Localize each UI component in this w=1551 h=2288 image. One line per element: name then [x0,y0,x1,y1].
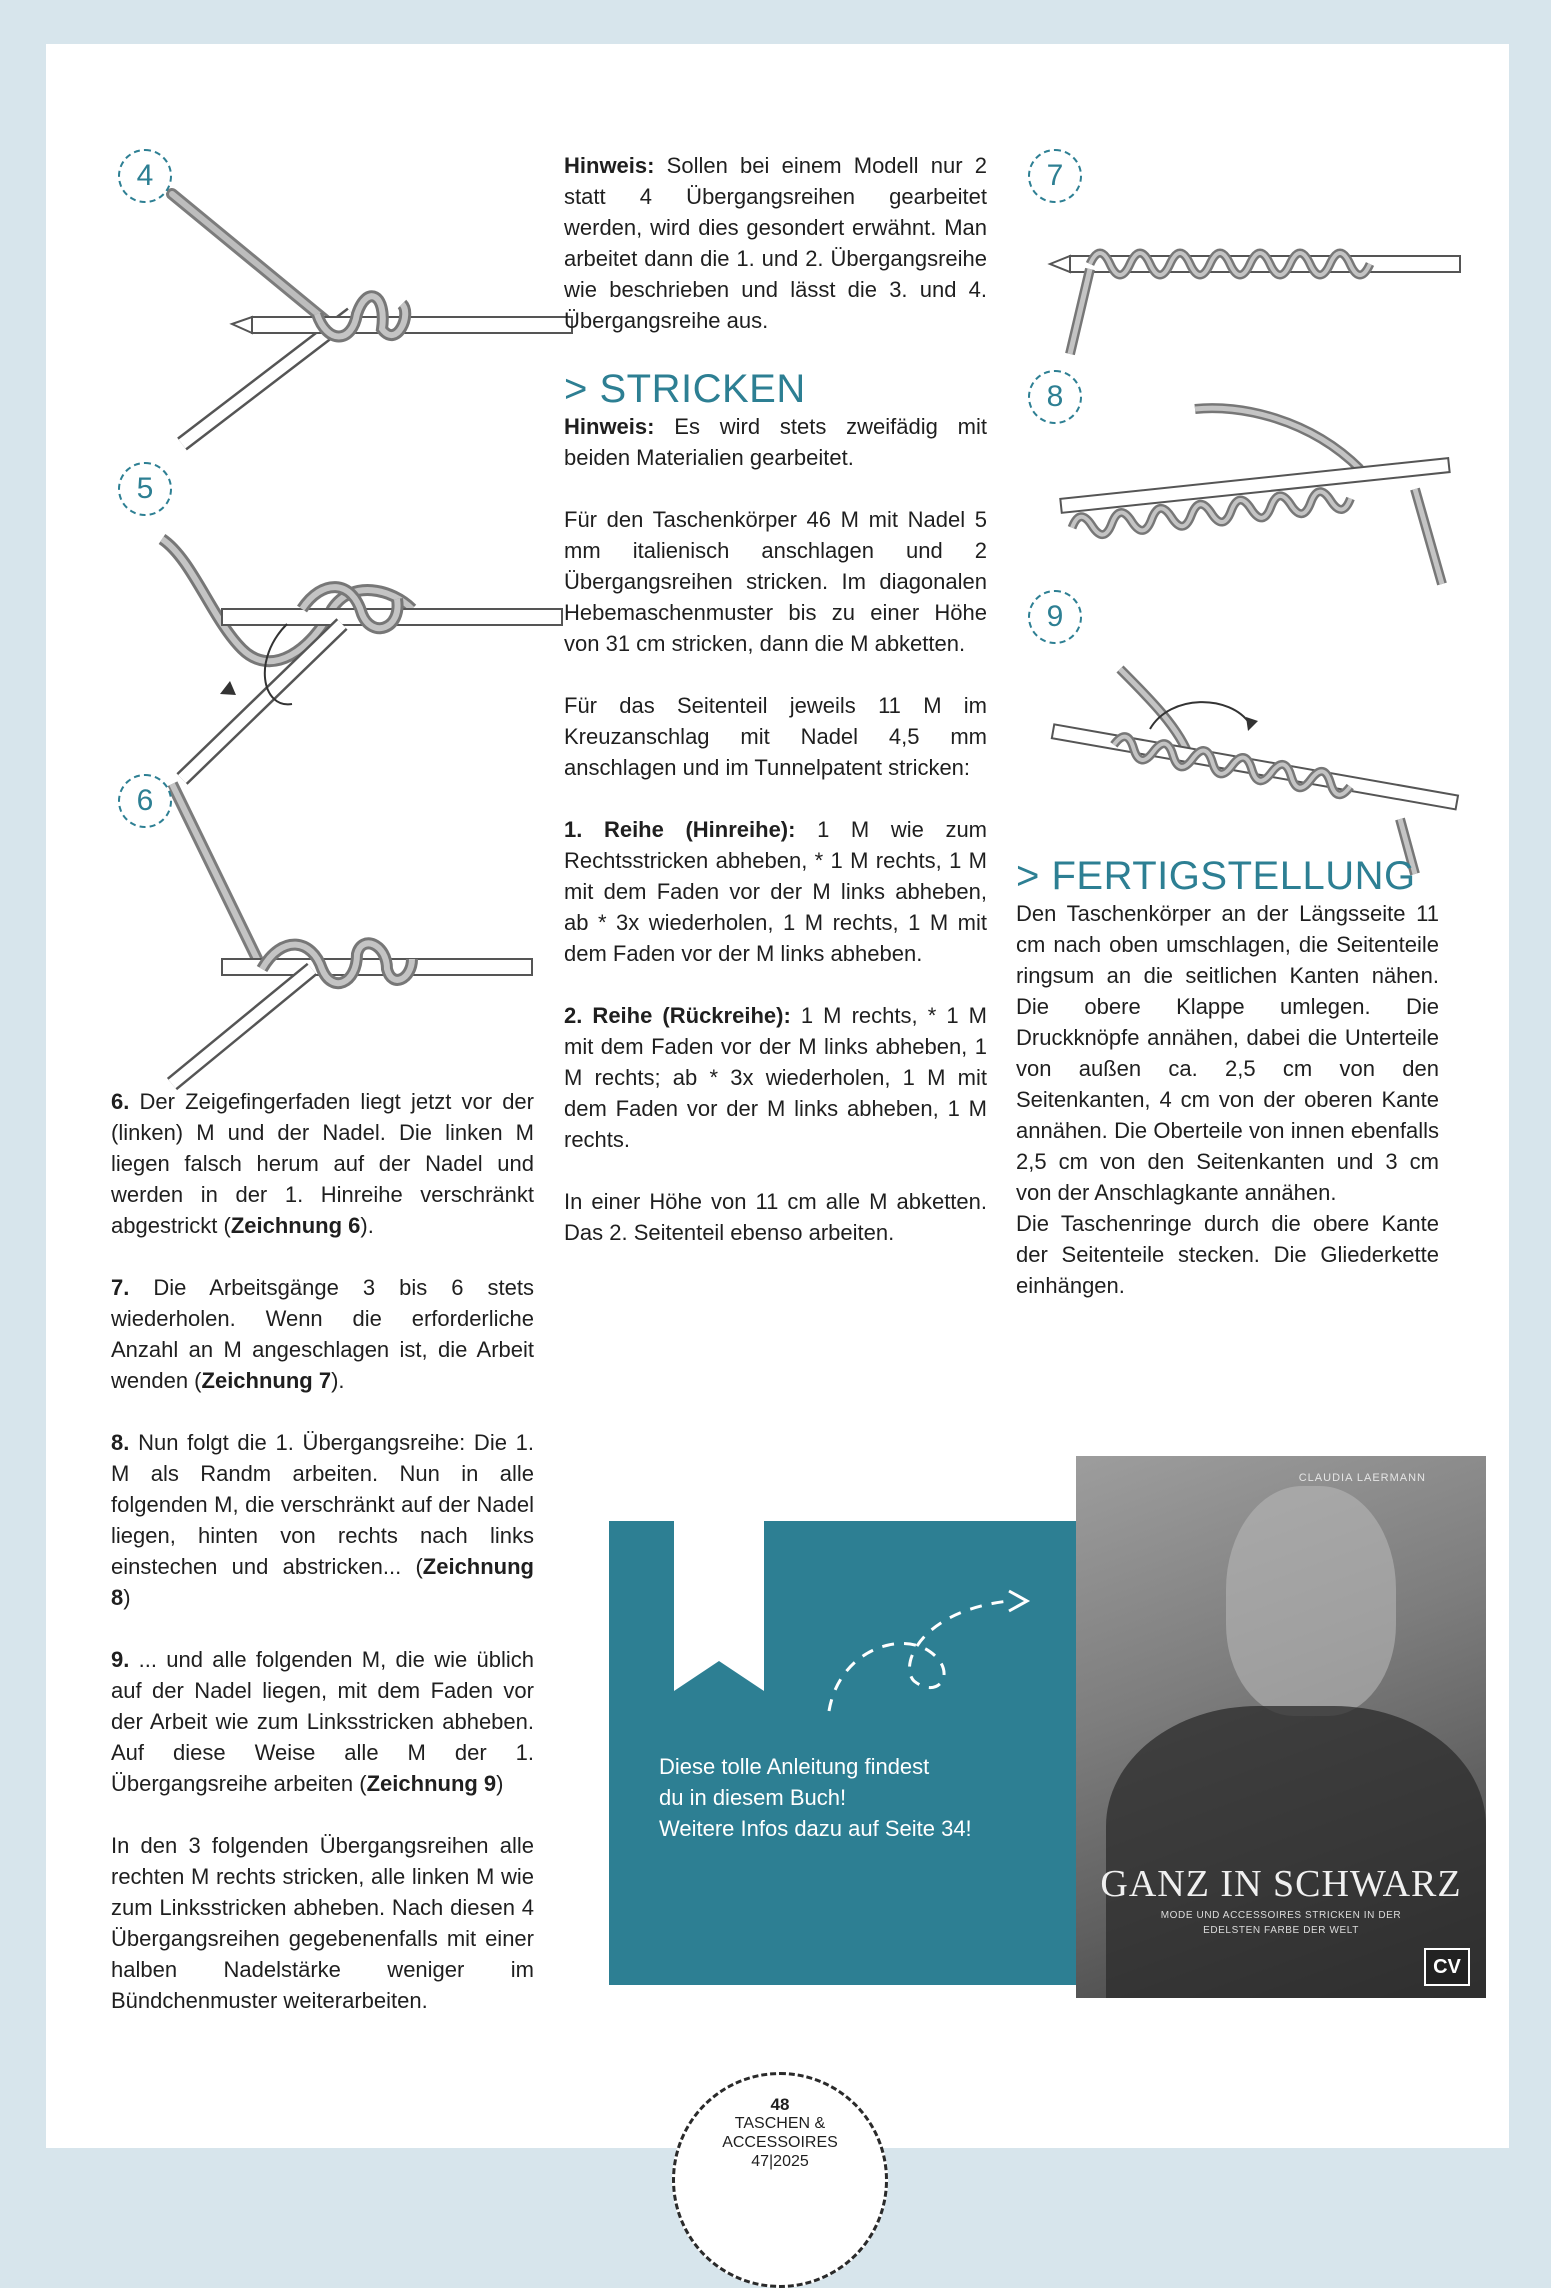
row-2-instructions: 2. Reihe (Rückreihe): 1 M rechts, * 1 M mit dem Faden vor der M links abheben, 1 M rechts; ab * 3x wiederholen, 1 M mit dem Faden vor der M links abheben, 1 M rechts. [564,1003,987,1152]
figure-badge-8: 8 [1028,370,1082,424]
magazine-name-line1: TASCHEN & [734,2115,826,2132]
drawing-5 [112,469,582,789]
publisher-logo: CV [1424,1948,1470,1986]
book-title: GANZ IN SCHWARZ [1100,1863,1462,1905]
figure-badge-4: 4 [118,149,172,203]
section-heading-fertigstellung: > FERTIGSTELLUNG [1016,854,1416,898]
body-paragraph-1: Für den Taschenkörper 46 M mit Nadel 5 mm italienisch anschlagen und 2 Übergangsreihen stricken. Im diagonalen Hebemaschenmuster bis zu einer Höhe von 31 cm stricken, dann die M abketten. [564,507,987,656]
book-author: CLAUDIA LAERMANN [1298,1472,1426,1484]
step-7-paragraph: 7. Die Arbeitsgänge 3 bis 6 stets wiederholen. Wenn die erforderliche Anzahl an M angeschlagen ist, die Arbeit wenden (Zeichnung 7). [111,1275,534,1393]
page-number-badge [672,2072,888,2288]
issue-number: 47|2025 [751,2153,809,2170]
drawing-8 [1030,359,1470,589]
magazine-name-line2: ACCESSOIRES [722,2134,838,2151]
drawing-9 [1030,619,1470,879]
body-paragraph-2: Für das Seitenteil jeweils 11 M im Kreuzanschlag mit Nadel 4,5 mm anschlagen und im Tunnelpatent stricken: [564,693,987,780]
section-heading-stricken: > STRICKEN [564,367,806,411]
drawing-7 [1030,184,1470,364]
step-6-paragraph: 6. Der Zeigefingerfaden liegt jetzt vor der (linken) M und der Nadel. Die linken M liegen falsch herum auf der Nadel und werden in der 1. Hinreihe verschränkt abgestrickt (Zeichnung 6). [111,1089,534,1238]
bookmark-icon [674,1521,764,1691]
figure-badge-6: 6 [118,774,172,828]
row-1-instructions: 1. Reihe (Hinreihe): 1 M wie zum Rechtsstricken abheben, * 1 M rechts, 1 M mit dem Faden vor der M links abheben, ab * 3x wiederholen, 1 M rechts, 1 M mit dem Faden vor der M links abheben. [564,817,987,966]
page-number: 48 [770,2095,790,2114]
promo-text: Diese tolle Anleitung findest du in diesem Buch! Weitere Infos dazu auf Seite 34! [659,1754,972,1841]
middle-column [564,150,987,1248]
note-two-strands: Hinweis: Es wird stets zweifädig mit beiden Materialien gearbeitet. [564,414,987,470]
dashed-arrow-icon [819,1571,1049,1721]
cover-photo-face [1226,1486,1396,1716]
figure-badge-9: 9 [1028,590,1082,644]
final-paragraph: In den 3 folgenden Übergangsreihen alle rechten M rechts stricken, alle linken M wie zum Linksstricken abheben. Nach diesen 4 Übergangsreihen gegebenenfalls mit einer halben Nadelstärke weniger im Bündchenmuster weiterarbeiten. [111,1833,534,2013]
step-8-paragraph: 8. Nun folgt die 1. Übergangsreihe: Die 1. M als Randm arbeiten. Nun in alle folgenden M, die verschränkt auf der Nadel liegen, hinten von rechts nach links einstechen und abstricken... (Zeichnung 8) [111,1430,534,1610]
figure-badge-7: 7 [1028,149,1082,203]
book-cover[interactable] [1076,1456,1486,1998]
magazine-page [46,44,1509,2148]
book-promo-box [609,1521,1089,1985]
note-transition-rows: Hinweis: Sollen bei einem Modell nur 2 statt 4 Übergangsreihen gearbeitet werden, wird dies gesondert erwähnt. Man arbeitet dann die 1. und 2. Übergangsreihe wie beschrieben und lässt die 3. und 4. Übergangsreihe aus. [564,153,987,333]
drawing-6 [112,764,582,1094]
figure-badge-5: 5 [118,462,172,516]
drawing-4 [112,144,582,464]
left-column [111,1086,534,2016]
finishing-paragraph-1: Den Taschenkörper an der Längsseite 11 cm nach oben umschlagen, die Seitenteile ringsum an die seitlichen Kanten nähen. Die obere Klappe umlegen. Die Druckknöpfe annähen, dabei die Unterteile von außen ca. 2,5 cm von den Seitenkanten, 4 cm von der oberen Kante annähen. Die Oberteile von innen ebenfalls 2,5 cm von den Seitenkanten und 3 cm von der Anschlagkante annähen. [1016,901,1439,1205]
finishing-paragraph-2: Die Taschenringe durch die obere Kante der Seitenteile stecken. Die Gliederkette einhängen. [1016,1211,1439,1298]
right-column [1016,854,1439,1301]
body-paragraph-3: In einer Höhe von 11 cm alle M abketten. Das 2. Seitenteil ebenso arbeiten. [564,1189,987,1245]
step-9-paragraph: 9. ... und alle folgenden M, die wie üblich auf der Nadel liegen, mit dem Faden vor der Arbeit wie zum Linksstricken abheben. Auf diese Weise alle M der 1. Übergangsreihe arbeiten (Zeichnung 9) [111,1647,534,1796]
book-subtitle: MODE UND ACCESSOIRES STRICKEN IN DER EDELSTEN FARBE DER WELT [1160,1910,1402,1936]
